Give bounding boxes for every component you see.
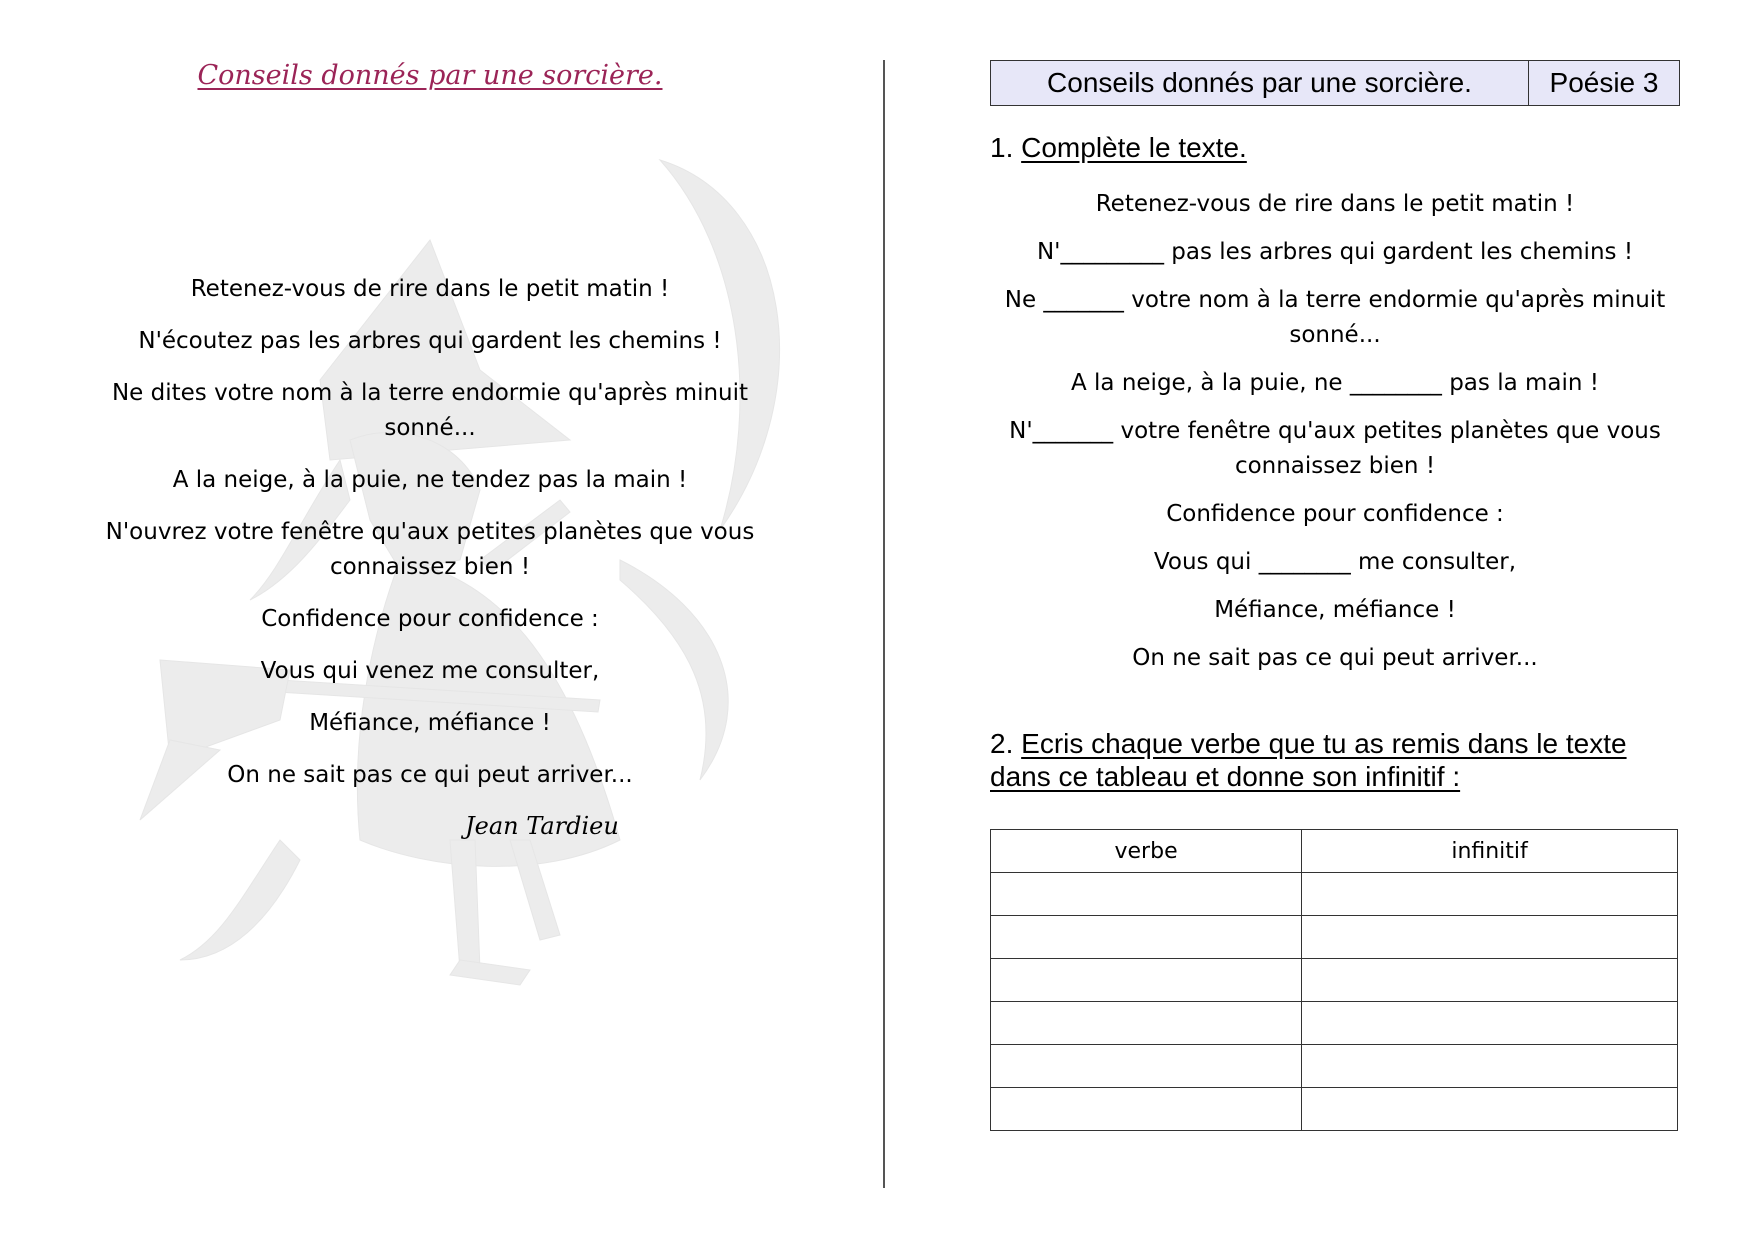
table-cell[interactable] [1302,1045,1678,1088]
column-header-verbe: verbe [991,830,1302,873]
table-cell[interactable] [1302,959,1678,1002]
left-page [80,0,780,1240]
worksheet-header [990,60,1680,106]
question-2 [990,727,1680,793]
table-row [991,1088,1678,1131]
question-1 [990,132,1247,164]
page-divider [883,60,885,1188]
table-row [991,873,1678,916]
exercise-line: On ne sait pas ce qui peut arriver... [1132,645,1538,671]
table-cell[interactable] [991,959,1302,1002]
table-header-row [991,830,1678,873]
fill-in-exercise [1000,187,1670,689]
poem-text [80,272,780,810]
poem-line: N'écoutez pas les arbres qui gardent les chemins ! [138,328,722,354]
question-text: Ecris chaque verbe que tu as remis dans le texte dans ce tableau et donne son infinitif : [990,728,1627,792]
exercise-line: Ne _______ votre nom à la terre endormie qu'après minuit sonné... [1004,287,1666,348]
exercise-line: N'_______ votre fenêtre qu'aux petites planètes que vous connaissez bien ! [1009,418,1661,479]
exercise-line: Retenez-vous de rire dans le petit matin ! [1095,191,1575,217]
poem-line: A la neige, à la puie, ne tendez pas la main ! [172,467,688,493]
table-cell[interactable] [991,916,1302,959]
worksheet-tag: Poésie 3 [1549,67,1659,98]
question-number: 1. [990,132,1014,163]
poem-line: Ne dites votre nom à la terre endormie qu'après minuit sonné... [111,380,749,441]
poem-title: Conseils donnés par une sorcière. [197,60,663,91]
table-row [991,916,1678,959]
table-cell[interactable] [991,1088,1302,1131]
exercise-line: Méfiance, méfiance ! [1214,597,1456,623]
exercise-line: Vous qui ________ me consulter, [1153,549,1517,575]
table-row [991,1002,1678,1045]
column-header-infinitif: infinitif [1302,830,1678,873]
worksheet-title: Conseils donnés par une sorcière. [991,61,1529,105]
table-cell[interactable] [991,1045,1302,1088]
table-row [991,959,1678,1002]
poem-author: Jean Tardieu [465,812,619,840]
question-text: Complète le texte. [1021,132,1247,163]
exercise-line: Confidence pour confidence : [1166,501,1504,527]
table-cell[interactable] [1302,1088,1678,1131]
poem-line: N'ouvrez votre fenêtre qu'aux petites planètes que vous connaissez bien ! [105,519,755,580]
poem-line: Vous qui venez me consulter, [260,658,600,684]
table-cell[interactable] [1302,873,1678,916]
poem-line: Retenez-vous de rire dans le petit matin ! [190,276,670,302]
poem-line: Méfiance, méfiance ! [309,710,551,736]
table-cell[interactable] [1302,916,1678,959]
poem-line: On ne sait pas ce qui peut arriver... [227,762,633,788]
question-number: 2. [990,728,1014,759]
table-row [991,1045,1678,1088]
table-cell[interactable] [991,1002,1302,1045]
exercise-line: A la neige, à la puie, ne ________ pas la main ! [1070,370,1599,396]
verb-table [990,829,1678,1131]
table-cell[interactable] [1302,1002,1678,1045]
exercise-line: N'_________ pas les arbres qui gardent les chemins ! [1036,239,1634,265]
table-cell[interactable] [991,873,1302,916]
poem-line: Confidence pour confidence : [261,606,599,632]
